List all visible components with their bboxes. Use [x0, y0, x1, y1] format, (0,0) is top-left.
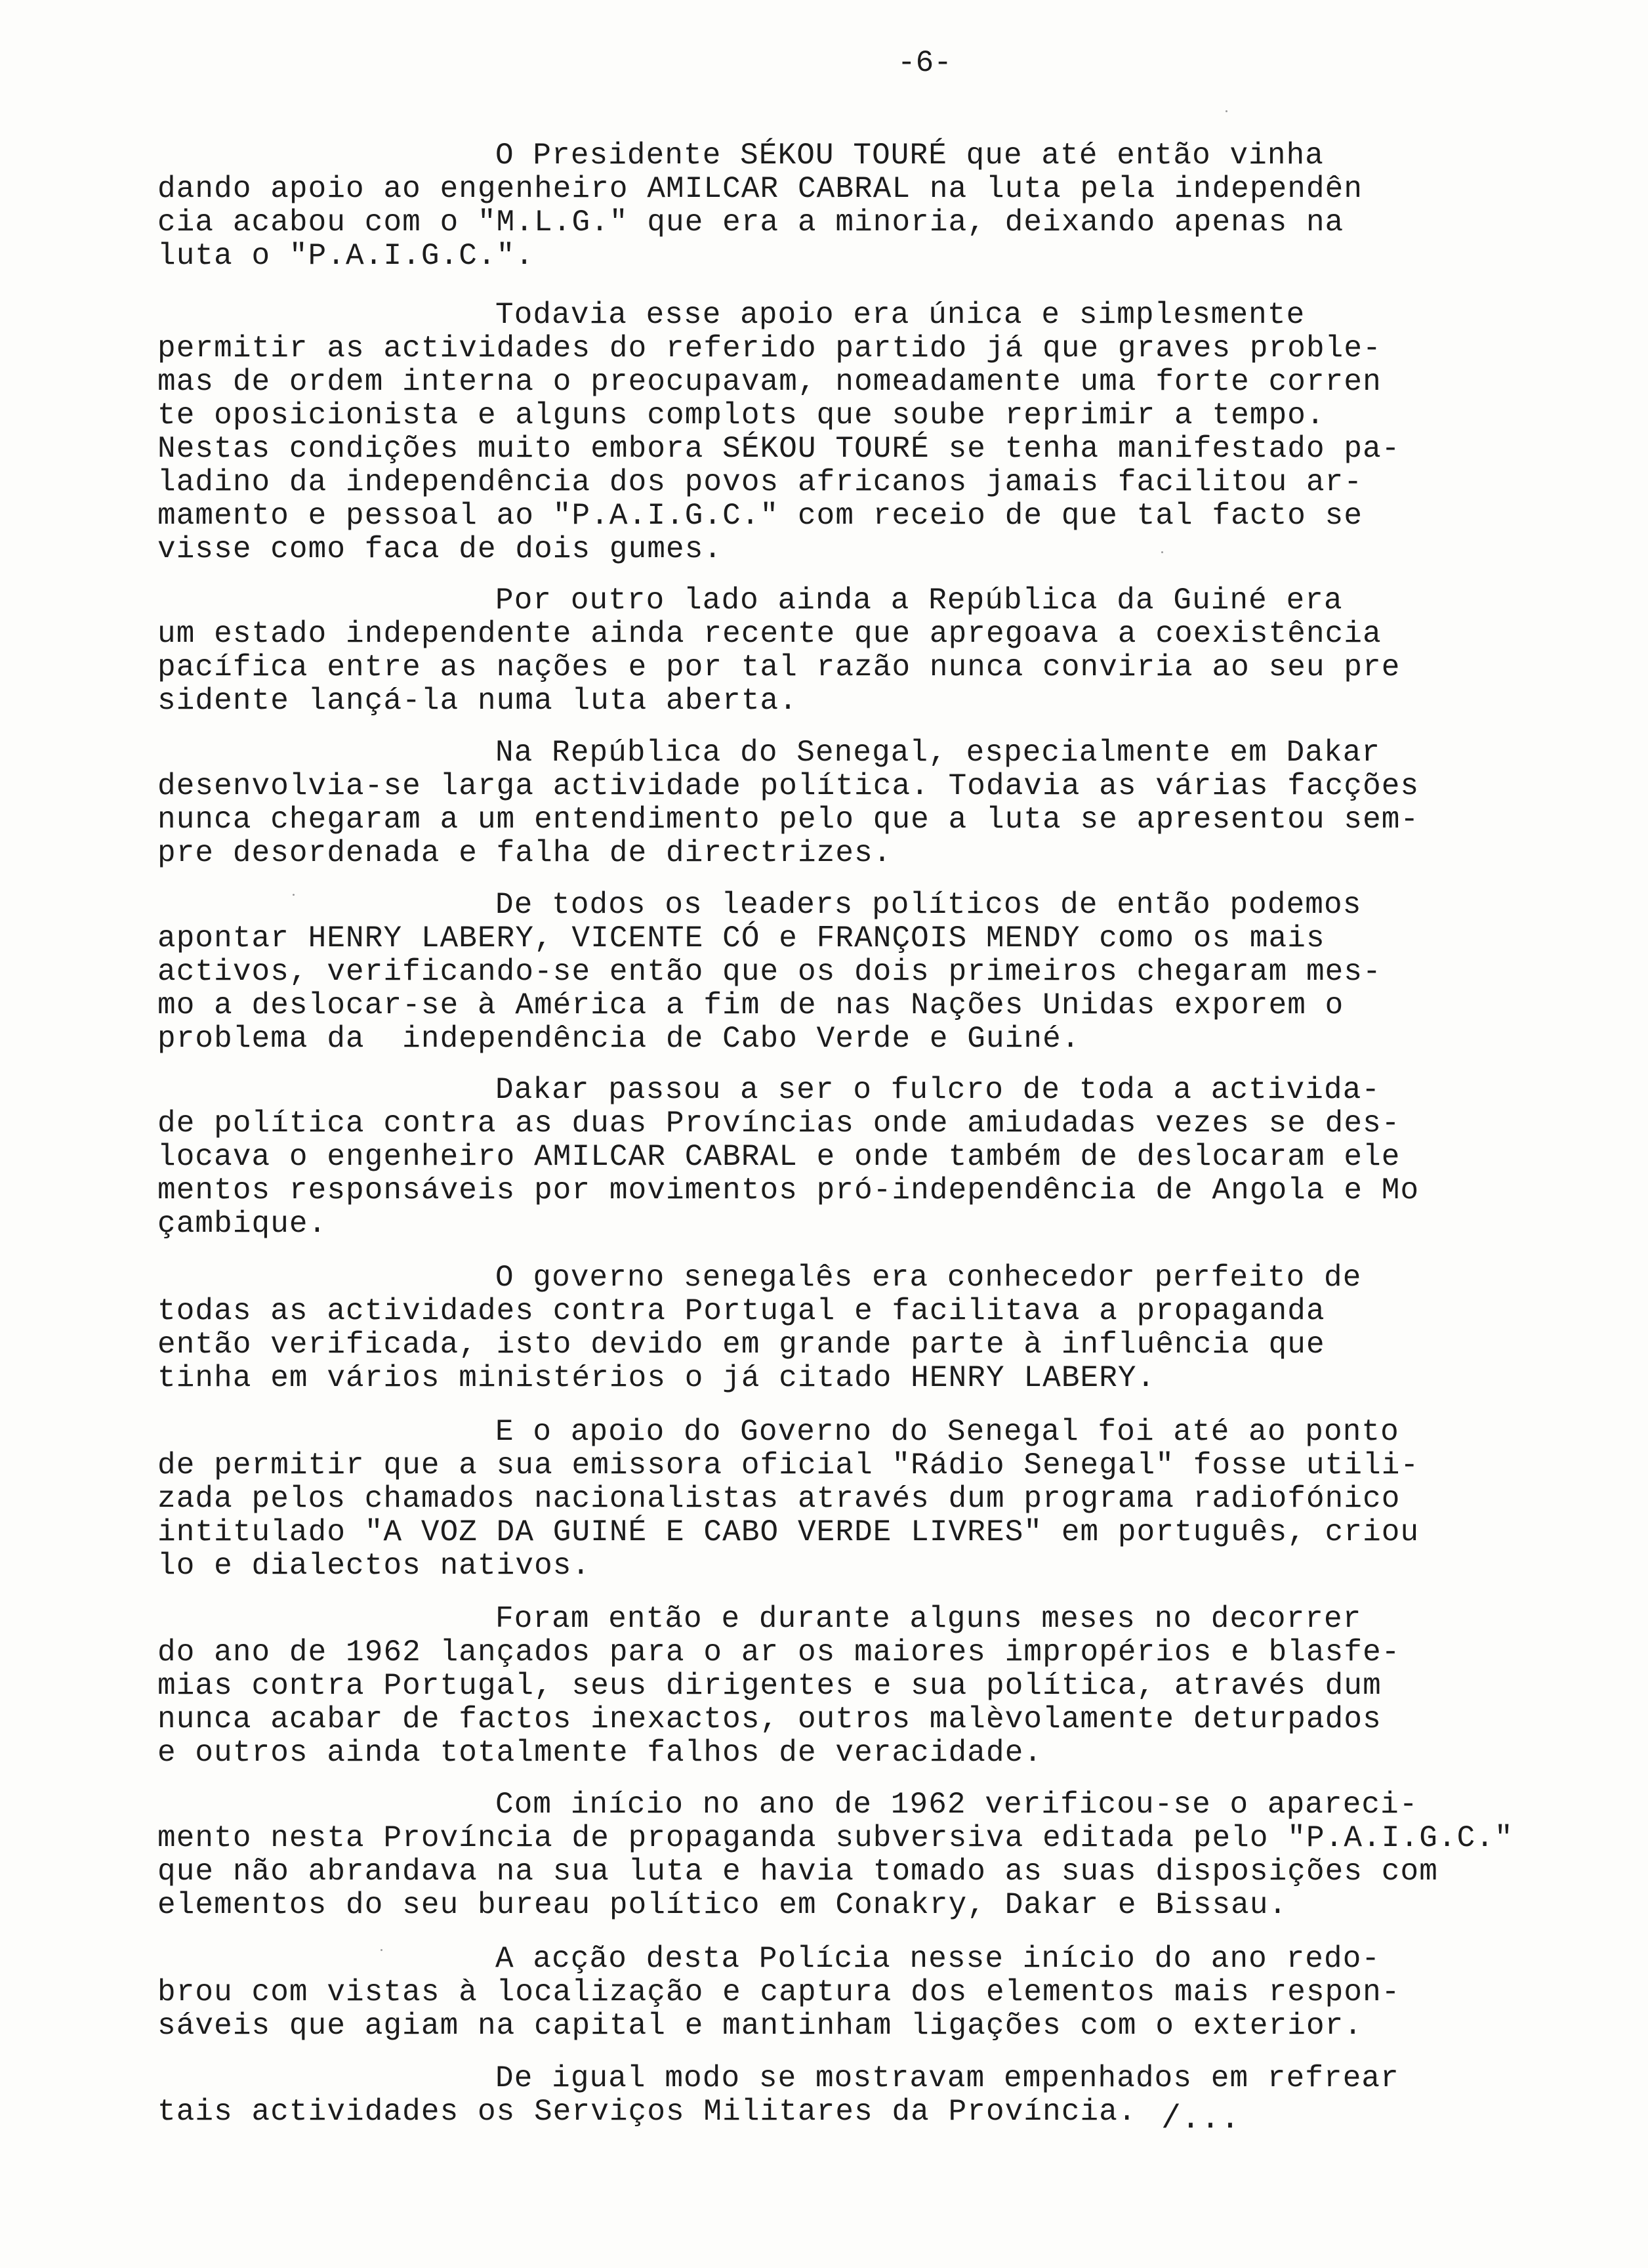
- text-line: Na República do Senegal, especialmente em Dakar: [495, 736, 1381, 770]
- scan-speck: [1161, 551, 1163, 553]
- text-line: problema da independência de Cabo Verde e Guiné.: [157, 1022, 1081, 1056]
- text-line: De igual modo se mostravam empenhados em refrear: [495, 2061, 1399, 2095]
- paragraph-7: [157, 1261, 1361, 1395]
- text-line: um estado independente ainda recente que apregoava a coexistência: [157, 617, 1382, 651]
- text-line: De todos os leaders políticos de então podemos: [495, 888, 1362, 922]
- text-line: Por outro lado ainda a República da Guiné era: [495, 583, 1343, 618]
- text-line: intitulado "A VOZ DA GUINÉ E CABO VERDE LIVRES" em português, criou: [157, 1515, 1420, 1549]
- paragraph-5: [157, 889, 1382, 1056]
- text-line: tais actividades os Serviços Militares da Província.: [157, 2095, 1137, 2129]
- continuation-mark: /...: [1161, 2101, 1241, 2138]
- text-line: O governo senegalês era conhecedor perfeito de: [495, 1261, 1362, 1295]
- text-line: mento nesta Província de propaganda subversiva editada pelo "P.A.I.G.C.": [157, 1821, 1514, 1855]
- text-line: mo a deslocar-se à América a fim de nas Nações Unidas exporem o: [157, 988, 1344, 1022]
- text-line: elementos do seu bureau político em Conakry, Dakar e Bissau.: [157, 1888, 1288, 1922]
- text-line: activos, verificando-se então que os dois primeiros chegaram mes-: [157, 955, 1382, 989]
- text-line: mamento e pessoal ao "P.A.I.G.C." com receio de que tal facto se: [157, 499, 1363, 533]
- text-line: de permitir que a sua emissora oficial "Rádio Senegal" fosse utili-: [157, 1448, 1420, 1482]
- text-line: do ano de 1962 lançados para o ar os maiores impropérios e blasfe-: [157, 1635, 1401, 1670]
- text-line: dando apoio ao engenheiro AMILCAR CABRAL na luta pela independên: [157, 172, 1363, 206]
- text-line: então verificada, isto devido em grande parte à influência que: [157, 1328, 1325, 1362]
- text-line: Foram então e durante alguns meses no decorrer: [495, 1602, 1362, 1636]
- paragraph-10: [157, 1788, 1514, 1922]
- paragraph-2: [157, 299, 1401, 566]
- text-line: pacífica entre as nações e por tal razão nunca conviria ao seu pre: [157, 650, 1401, 684]
- text-line: apontar HENRY LABERY, VICENTE CÓ e FRANÇOIS MENDY como os mais: [157, 921, 1325, 956]
- text-line: brou com vistas à localização e captura dos elementos mais respon-: [157, 1975, 1401, 2009]
- scan-speck: [381, 1949, 382, 1951]
- text-line: O Presidente SÉKOU TOURÉ que até então vinha: [495, 138, 1324, 173]
- text-line: mias contra Portugal, seus dirigentes e sua política, através dum: [157, 1669, 1382, 1703]
- text-line: çambique.: [157, 1207, 327, 1241]
- text-line: cia acabou com o "M.L.G." que era a minoria, deixando apenas na: [157, 205, 1344, 240]
- text-line: A acção desta Polícia nesse início do ano redo-: [495, 1942, 1381, 1976]
- paragraph-9: [157, 1603, 1401, 1770]
- paragraph-8: [157, 1416, 1419, 1583]
- text-line: de política contra as duas Províncias onde amiudadas vezes se des-: [157, 1106, 1401, 1141]
- text-line: luta o "P.A.I.G.C.".: [157, 239, 535, 273]
- text-line: sáveis que agiam na capital e mantinham ligações com o exterior.: [157, 2009, 1363, 2043]
- text-line: Nestas condições muito embora SÉKOU TOURÉ se tenha manifestado pa-: [157, 432, 1401, 466]
- text-line: permitir as actividades do referido partido já que graves proble-: [157, 331, 1382, 366]
- text-line: pre desordenada e falha de directrizes.: [157, 836, 892, 870]
- text-line: locava o engenheiro AMILCAR CABRAL e onde também de deslocaram ele: [157, 1140, 1401, 1174]
- paragraph-1: [157, 139, 1363, 273]
- page-number: -6-: [897, 46, 952, 80]
- text-line: e outros ainda totalmente falhos de veracidade.: [157, 1736, 1043, 1770]
- text-line: visse como faca de dois gumes.: [157, 532, 723, 566]
- scan-speck: [1226, 110, 1227, 112]
- text-line: Dakar passou a ser o fulcro de toda a activida-: [495, 1073, 1381, 1107]
- text-line: zada pelos chamados nacionalistas através dum programa radiofónico: [157, 1482, 1401, 1516]
- text-line: mentos responsáveis por movimentos pró-independência de Angola e Mo: [157, 1173, 1420, 1208]
- paragraph-6: [157, 1074, 1419, 1241]
- text-line: tinha em vários ministérios o já citado HENRY LABERY.: [157, 1361, 1156, 1395]
- text-line: sidente lançá-la numa luta aberta.: [157, 684, 798, 718]
- text-line: nunca chegaram a um entendimento pelo que a luta se apresentou sem-: [157, 803, 1420, 837]
- text-line: Todavia esse apoio era única e simplesmente: [495, 298, 1306, 332]
- text-line: todas as actividades contra Portugal e facilitava a propaganda: [157, 1294, 1325, 1328]
- paragraph-3: [157, 584, 1401, 718]
- text-line: que não abrandava na sua luta e havia tomado as suas disposições com: [157, 1855, 1438, 1889]
- text-line: ladino da independência dos povos africanos jamais facilitou ar-: [157, 465, 1363, 499]
- paragraph-11: [157, 1942, 1401, 2043]
- paragraph-4: [157, 736, 1419, 870]
- text-line: lo e dialectos nativos.: [157, 1549, 591, 1583]
- text-line: mas de ordem interna o preocupavam, nomeadamente uma forte corren: [157, 365, 1382, 399]
- text-line: E o apoio do Governo do Senegal foi até ao ponto: [495, 1415, 1399, 1449]
- scan-speck: [293, 894, 295, 896]
- text-line: te oposicionista e alguns complots que soube reprimir a tempo.: [157, 398, 1325, 432]
- text-line: Com início no ano de 1962 verificou-se o apareci-: [495, 1788, 1418, 1822]
- text-line: desenvolvia-se larga actividade política. Todavia as várias facções: [157, 769, 1420, 803]
- text-line: nunca acabar de factos inexactos, outros malèvolamente deturpados: [157, 1702, 1382, 1736]
